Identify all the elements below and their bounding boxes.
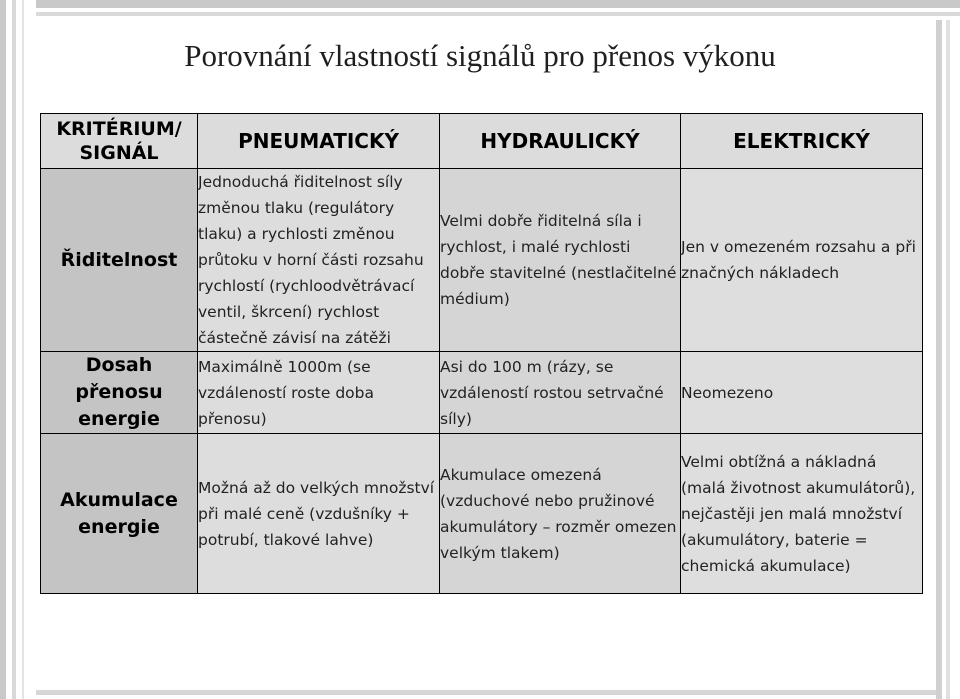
frame-right-bar-2 [946,20,950,699]
header-pneumatic: PNEUMATICKÝ [198,114,440,169]
table-row [41,434,923,594]
cell-hydraulic-accumulation: Akumulace omezená (vzduchové nebo pružinové akumulátory – rozměr omezen velkým tlakem) [440,434,681,594]
cell-electric-range: Neomezeno [681,352,923,434]
frame-bottom-bar [36,690,936,695]
header-criterion: KRITÉRIUM/ SIGNÁL [41,114,198,169]
row-label-controllability: Řiditelnost [41,169,198,352]
row-label-range: Dosah přenosu energie [41,352,198,434]
cell-electric-accumulation: Velmi obtížná a nákladná (malá životnost akumulátorů), nejčastěji jen malá množství (akumulátory, baterie = chemická akumulace) [681,434,923,594]
frame-left-bar-2 [12,0,16,699]
frame-top-bar [36,0,960,8]
cell-pneumatic-range: Maximálně 1000m (se vzdáleností roste doba přenosu) [198,352,440,434]
frame-left-bar-3 [22,0,24,699]
frame-top-bar-2 [36,12,960,16]
page-title: Porovnání vlastností signálů pro přenos výkonu [184,38,776,73]
cell-electric-controllability: Jen v omezeném rozsahu a při značných nákladech [681,169,923,352]
header-electric: ELEKTRICKÝ [681,114,923,169]
frame-left-bar [0,0,6,699]
cell-pneumatic-accumulation: Možná až do velkých množství při malé ceně (vzdušníky + potrubí, tlakové lahve) [198,434,440,594]
row-label-accumulation: Akumulace energie [41,434,198,594]
table-row [41,169,923,352]
table-header-row [41,114,923,169]
cell-hydraulic-range: Asi do 100 m (rázy, se vzdáleností rostou setrvačné síly) [440,352,681,434]
frame-right-bar [936,20,942,699]
header-hydraulic: HYDRAULICKÝ [440,114,681,169]
table-row [41,352,923,434]
comparison-table [40,113,923,594]
cell-hydraulic-controllability: Velmi dobře řiditelná síla i rychlost, i malé rychlosti dobře stavitelné (nestlačitelné médium) [440,169,681,352]
cell-pneumatic-controllability: Jednoduchá řiditelnost síly změnou tlaku (regulátory tlaku) a rychlosti změnou průtoku v horní části rozsahu rychlostí (rychloodvětrávací ventil, škrcení) rychlost částečně závisí na zátěži [198,169,440,352]
